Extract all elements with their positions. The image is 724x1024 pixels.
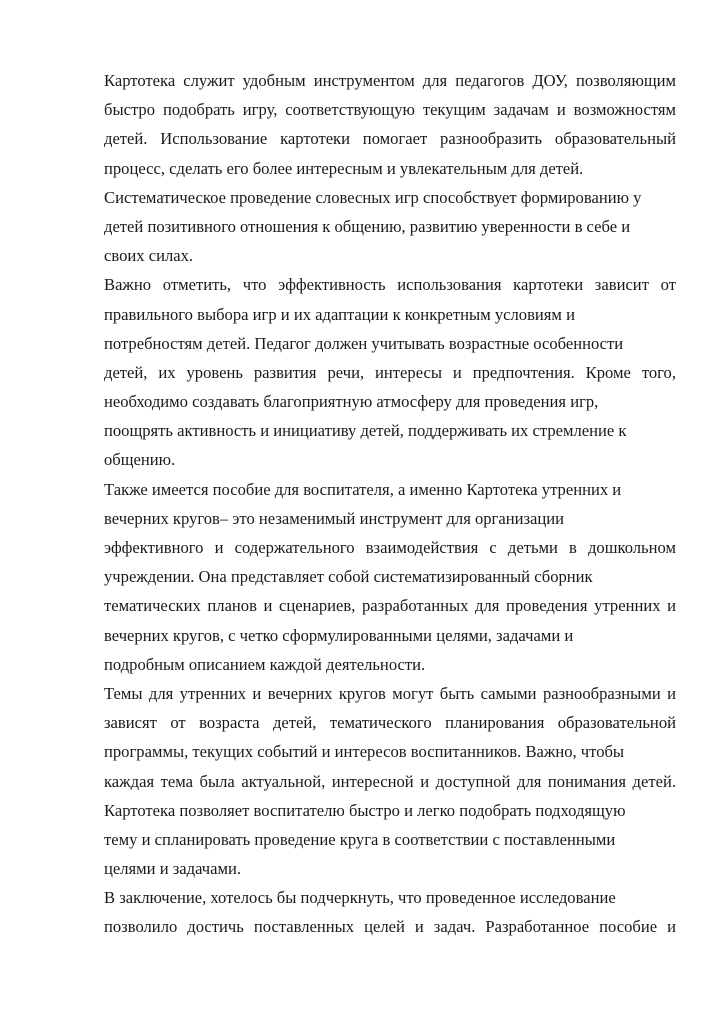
paragraph bbox=[104, 475, 676, 679]
text-line: целями и задачами. bbox=[104, 859, 242, 879]
text-line: общению. bbox=[104, 450, 176, 470]
text-line: вечерних кругов– это незаменимый инструмент для организации bbox=[104, 508, 565, 528]
text-line: В заключение, хотелось бы подчеркнуть, что проведенное исследование bbox=[104, 888, 616, 908]
text-line: быстро подобрать игру, соответствующую текущим задачам и возможностям bbox=[104, 100, 676, 120]
paragraph bbox=[104, 883, 676, 941]
text-line: зависят от возраста детей, тематического планирования образовательной bbox=[104, 713, 676, 733]
text-line: подробным описанием каждой деятельности. bbox=[104, 654, 426, 674]
text-line: детей, их уровень развития речи, интересы и предпочтения. Кроме того, bbox=[104, 362, 676, 382]
text-line: Картотека позволяет воспитателю быстро и легко подобрать подходящую bbox=[104, 800, 626, 820]
text-line: тему и спланировать проведение круга в соответствии с поставленными bbox=[104, 829, 616, 849]
text-line: поощрять активность и инициативу детей, поддерживать их стремление к bbox=[104, 421, 627, 441]
text-line: необходимо создавать благоприятную атмосферу для проведения игр, bbox=[104, 392, 599, 412]
text-line: процесс, сделать его более интересным и увлекательным для детей. bbox=[104, 158, 584, 178]
text-line: учреждении. Она представляет собой систематизированный сборник bbox=[104, 567, 593, 587]
text-line: своих силах. bbox=[104, 246, 194, 266]
text-line: позволило достичь поставленных целей и задач. Разработанное пособие и bbox=[104, 917, 676, 937]
text-line: Темы для утренних и вечерних кругов могут быть самыми разнообразными и bbox=[104, 683, 676, 703]
text-line: программы, текущих событий и интересов воспитанников. Важно, чтобы bbox=[104, 742, 625, 762]
text-line: тематических планов и сценариев, разработанных для проведения утренних и bbox=[104, 596, 676, 616]
text-line: Систематическое проведение словесных игр способствует формированию у bbox=[104, 187, 642, 207]
body-text bbox=[104, 66, 676, 942]
paragraph bbox=[104, 66, 676, 270]
text-line: эффективного и содержательного взаимодействия с детьми в дошкольном bbox=[104, 538, 676, 557]
text-line: правильного выбора игр и их адаптации к конкретным условиям и bbox=[104, 304, 575, 324]
text-line: вечерних кругов, с четко сформулированными целями, задачами и bbox=[104, 625, 574, 645]
text-line: Также имеется пособие для воспитателя, а именно Картотека утренних и bbox=[104, 479, 622, 499]
paragraph bbox=[104, 270, 676, 474]
paragraph bbox=[104, 679, 676, 883]
text-line: детей позитивного отношения к общению, развитию уверенности в себе и bbox=[104, 216, 631, 236]
text-line: детей. Использование картотеки помогает разнообразить образовательный bbox=[104, 129, 676, 149]
text-line: каждая тема была актуальной, интересной и доступной для понимания детей. bbox=[104, 771, 676, 791]
text-line: потребностям детей. Педагог должен учитывать возрастные особенности bbox=[104, 333, 624, 353]
text-line: Важно отметить, что эффективность использования картотеки зависит от bbox=[104, 275, 676, 295]
text-line: Картотека служит удобным инструментом для педагогов ДОУ, позволяющим bbox=[104, 71, 676, 90]
